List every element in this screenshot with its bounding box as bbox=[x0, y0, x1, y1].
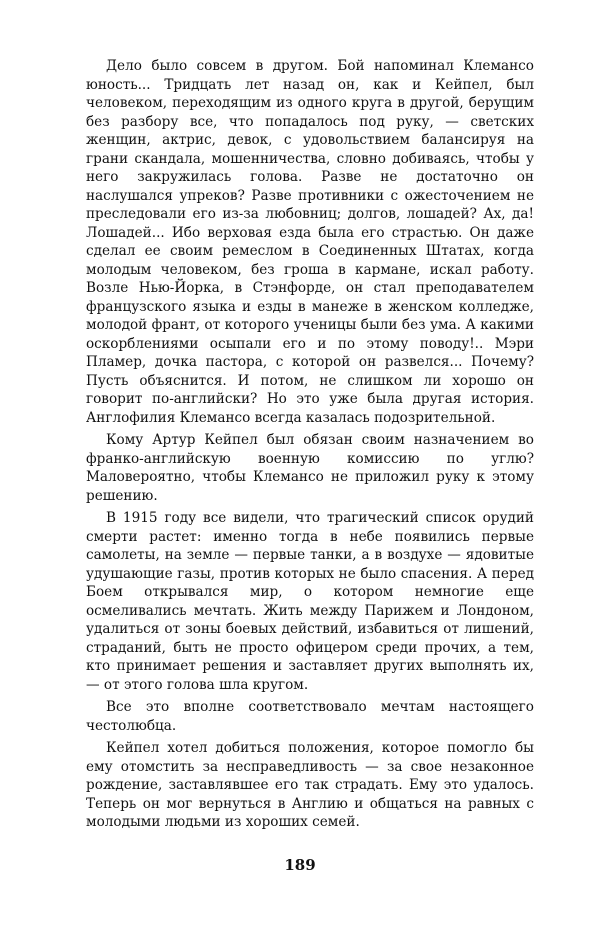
paragraph: Дело было совсем в другом. Бой напоминал Клемансо юность... Тридцать лет назад он, как и Кейпел, был человеком, переходящим из одного круга в другой, берущим без разбору все, что попадалось под руку, — светских женщин, актрис, девок, с удовольствием балансируя на грани скандала, мошенничества, словно добиваясь, чтобы у него закружилась голова. Разве не достаточно он наслушался упреков? Разве противники с ожесточением не преследовали его из-за любовниц; долгов, лошадей? Ах, да! Лошадей... Ибо верховая езда была его страстью. Он даже сделал ее своим ремеслом в Соединенных Штатах, когда молодым человеком, без гроша в кармане, искал работу. Возле Нью-Йорка, в Стэнфорде, он стал преподавателем французского языка и езды в манеже в женском колледже, молодой франт, от которого ученицы были без ума. А какими оскорблениями осыпали его и по этому поводу!.. Мэри Пламер, дочка пастора, с которой он развелся... Почему? Пусть объяснится. И потом, не слишком ли хорошо он говорит по-английски? Но это уже была другая история. Англофилия Клемансо всегда казалась подозрительной. bbox=[86, 58, 534, 426]
page-number: 189 bbox=[284, 856, 316, 874]
body-text bbox=[86, 57, 534, 832]
paragraph: Кейпел хотел добиться положения, которое помогло бы ему отомстить за несправедливость — за свое незаконное рождение, заставлявшее его так страдать. Ему это удалось. Теперь он мог вернуться в Англию и общаться на равных с молодыми людьми из хороших семей. bbox=[86, 740, 534, 830]
paragraph: Кому Артур Кейпел был обязан своим назначением во франко-английскую военную комиссию по углю? Маловероятно, чтобы Клемансо не приложил руку к этому решению. bbox=[86, 432, 534, 504]
paragraph: Все это вполне соответствовало мечтам настоящего честолюбца. bbox=[86, 699, 534, 734]
paragraph: В 1915 году все видели, что трагический список орудий смерти растет: именно тогда в небе появились первые самолеты, на земле — первые танки, а в воздухе — ядовитые удушающие газы, против которых не было спасения. А перед Боем открывался мир, о котором немногие еще осмеливались мечтать. Жить между Парижем и Лондоном, удалиться от зоны боевых действий, избавиться от лишений, страданий, быть не просто офицером среди прочих, а тем, кто принимает решения и заставляет других выполнять их, — от этого голова шла кругом. bbox=[86, 510, 534, 693]
